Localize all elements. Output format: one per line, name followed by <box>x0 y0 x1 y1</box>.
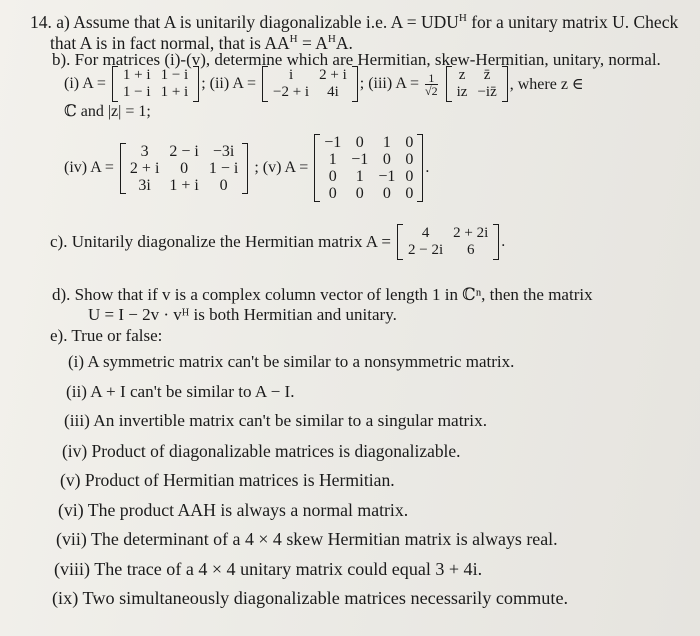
matrix-ii-table <box>267 66 353 102</box>
matrix-v-row <box>319 134 418 151</box>
matrix-ii-row <box>269 68 351 83</box>
matrix-v-table <box>319 134 418 202</box>
matrix-iv-cell: 3 <box>140 142 149 160</box>
matrix-v-cell: −1 <box>378 168 396 185</box>
matrix-c <box>397 224 499 260</box>
matrix-iv-row <box>125 160 243 177</box>
matrix-iii-row <box>453 68 501 83</box>
true-false-item: (vi) The product AAH is always a normal matrix. <box>58 499 409 520</box>
matrix-iii-condition: ℂ and |z| = 1; <box>64 103 151 120</box>
matrix-c-cell: 2 − 2i <box>408 242 444 258</box>
matrix-c-table <box>402 224 494 260</box>
matrix-iv-table <box>125 143 243 194</box>
matrix-iv <box>120 143 248 194</box>
matrix-v-cell: 1 <box>382 134 391 151</box>
matrix-v-cell: 1 <box>328 151 337 168</box>
matrix-i-cell: 1 + i <box>122 67 151 83</box>
true-false-item: (i) A symmetric matrix can't be similar to a nonsymmetric matrix. <box>68 352 515 371</box>
matrix-iii-cell: −iz̄ <box>477 84 497 100</box>
matrix-i-cell: 1 − i <box>160 67 189 83</box>
matrix-iv-cell: 1 − i <box>208 159 239 177</box>
problem-number: 14. <box>30 11 52 32</box>
fraction-denominator: √2 <box>425 83 438 98</box>
matrices-row-2 <box>64 134 429 202</box>
part-d-line1: d). Show that if v is a complex column vector of length 1 in ℂⁿ, then the matrix <box>52 285 593 304</box>
matrix-ii-cell: 2 + i <box>319 67 347 83</box>
matrix-ii-cell: 4i <box>327 84 339 100</box>
part-e-label: e). True or false: <box>50 326 163 345</box>
matrix-iii-tail: , where z ∈ <box>509 76 584 93</box>
matrix-c-cell: 2 + 2i <box>453 225 489 241</box>
matrix-v-cell: −1 <box>324 134 342 151</box>
part-a-line2-sup2: H <box>327 33 336 45</box>
part-c-line <box>50 224 505 260</box>
part-a-line2-mid: = A <box>297 32 328 53</box>
matrix-v-tail: . <box>425 159 430 176</box>
part-a-sup: H <box>458 12 467 24</box>
matrix-ii-cell: −2 + i <box>273 84 310 100</box>
matrix-i-row <box>119 68 192 83</box>
matrix-v-cell: 0 <box>328 185 337 202</box>
matrix-v-cell: 0 <box>382 151 391 168</box>
true-false-item: (viii) The trace of a 4 × 4 unitary matrix could equal 3 + 4i. <box>54 558 483 579</box>
matrix-iii-cell: iz <box>456 84 468 100</box>
matrix-v-cell: 0 <box>355 134 364 151</box>
part-c-text: c). Unitarily diagonalize the Hermitian matrix A = <box>50 232 391 251</box>
matrix-v-label: ; (v) A = <box>254 159 309 176</box>
fraction-numerator: 1 <box>425 72 438 85</box>
true-false-item: (v) Product of Hermitian matrices is Hermitian. <box>60 470 395 490</box>
matrix-v-cell: 0 <box>405 168 414 185</box>
true-false-item: (ii) A + I can't be similar to A − I. <box>66 381 295 401</box>
matrix-iii-cell: z <box>458 67 466 83</box>
matrix-iv-label: (iv) A = <box>64 159 114 176</box>
matrix-iii <box>446 66 508 102</box>
matrix-v-cell: 1 <box>355 168 364 185</box>
matrix-v <box>314 134 423 202</box>
matrix-iv-cell: 3i <box>138 176 151 194</box>
matrix-v-cell: −1 <box>351 151 369 168</box>
part-a-line2-end: A. <box>335 32 353 53</box>
true-false-item: (iii) An invertible matrix can't be similar to a singular matrix. <box>64 411 488 430</box>
matrix-iv-cell: 2 − i <box>169 142 199 160</box>
matrix-iii-fraction <box>425 72 438 97</box>
matrix-v-cell: 0 <box>405 151 414 168</box>
matrix-iii-row <box>453 85 501 100</box>
true-false-item: (vii) The determinant of a 4 × 4 skew Hermitian matrix is always real. <box>56 529 558 549</box>
matrix-i-cell: 1 − i <box>122 84 151 100</box>
matrix-ii-label: (ii) A = <box>209 75 257 92</box>
matrix-iv-cell: 0 <box>180 159 189 177</box>
matrix-ii-cell: i <box>288 67 294 83</box>
matrix-c-cell: 6 <box>466 242 475 258</box>
matrix-iii-label: (iii) A = <box>368 75 420 92</box>
matrix-iv-row <box>125 177 243 194</box>
matrix-i-cell: 1 + i <box>160 84 189 100</box>
matrix-i-table <box>117 66 194 102</box>
matrix-iv-cell: 1 + i <box>169 176 199 194</box>
matrix-iv-cell: −3i <box>212 142 235 160</box>
matrix-iv-cell: 2 + i <box>129 159 160 177</box>
matrix-iv-row <box>125 143 243 160</box>
part-b-text: b). For matrices (i)-(v), determine which are Hermitian, skew-Hermitian, unitary, normal. <box>52 50 661 69</box>
matrix-iii-table <box>451 66 503 102</box>
matrix-v-row <box>319 151 418 168</box>
matrix-ii-row <box>269 85 351 100</box>
matrix-ii <box>262 66 358 102</box>
matrix-iv-cell: 0 <box>219 176 228 194</box>
matrix-v-cell: 0 <box>355 185 364 202</box>
matrix-c-row <box>404 226 492 241</box>
part-d-line2: U = I − 2v · vᴴ is both Hermitian and unitary. <box>88 305 397 324</box>
matrix-c-row <box>404 243 492 258</box>
true-false-item: (ix) Two simultaneously diagonalizable matrices necessarily commute. <box>52 588 569 608</box>
matrix-v-cell: 0 <box>382 185 391 202</box>
matrix-i-row <box>119 85 192 100</box>
matrix-c-cell: 4 <box>421 225 430 241</box>
part-a-line2-sup1: H <box>289 33 298 45</box>
matrices-row-1: (i) A = 1 + i 1 − i 1 − i 1 + i ; (ii) A = i 2 + i −2 + i 4i ; (iii) A = $\frac{1}{√2}$ z z̄ iz −iz̄ , where z ∈ <box>64 67 584 100</box>
matrix-v-cell: 0 <box>405 134 414 151</box>
part-a-tail: for a unitary matrix U. Check <box>471 11 679 32</box>
matrix-v-cell: 0 <box>405 185 414 202</box>
part-a-text: Assume that A is unitarily diagonalizable i.e. A = UDU <box>73 11 459 32</box>
matrix-iii-cell: z̄ <box>483 67 491 83</box>
part-a-label: a) <box>56 11 70 32</box>
true-false-item: (iv) Product of diagonalizable matrices is diagonalizable. <box>62 440 461 461</box>
matrix-v-cell: 0 <box>328 168 337 185</box>
matrix-c-tail: . <box>501 233 506 250</box>
matrix-i-label: (i) A = <box>64 75 106 92</box>
matrix-v-row <box>319 185 418 202</box>
matrix-v-row <box>319 168 418 185</box>
matrix-i <box>112 66 199 102</box>
part-a-line2-text: that A is in fact normal, that is AA <box>50 32 290 53</box>
